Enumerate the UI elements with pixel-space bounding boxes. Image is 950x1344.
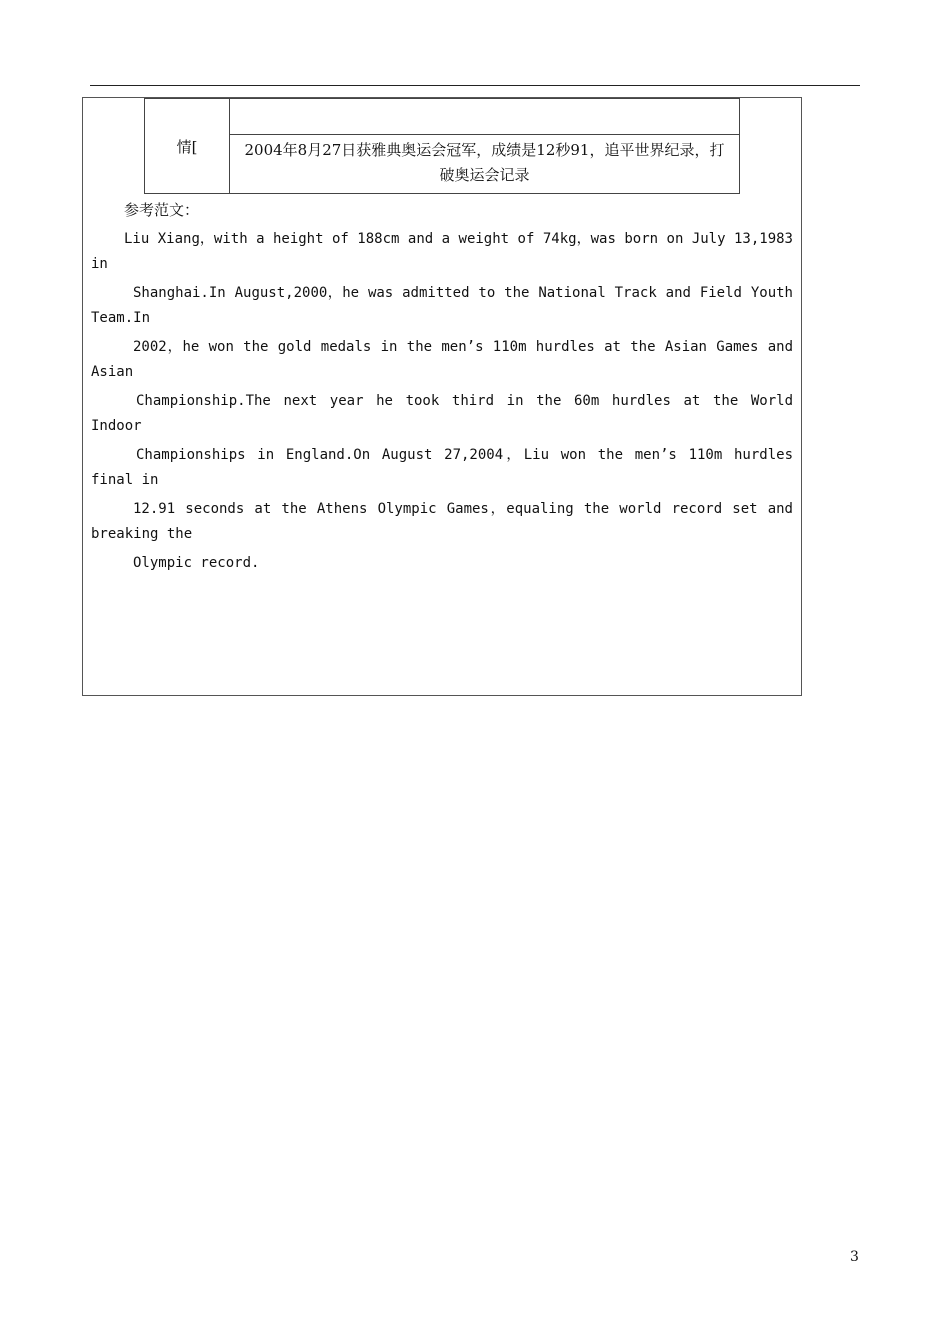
essay-line: in — [91, 256, 108, 272]
essay-line: final in — [91, 472, 159, 488]
essay-line: Team.In — [91, 310, 151, 326]
essay-line: Asian — [91, 364, 134, 380]
essay-line: Olympic record. — [133, 555, 260, 571]
essay-line: breaking the — [91, 526, 193, 542]
essay-line: Liu Xiang，with a height of 188cm and a weight of 74kg，was born on July 13,1983 — [124, 231, 793, 247]
header-rule — [90, 85, 860, 86]
essay-text — [91, 227, 793, 576]
essay-line: 2002，he won the gold medals in the men’s 110m hurdles at the Asian Games and — [133, 339, 793, 355]
reference-title: 参考范文： — [124, 201, 200, 219]
essay-line: Championships in England.On August 27,2004，Liu won the men’s 110m hurdles — [136, 447, 793, 463]
page-number: 3 — [850, 1249, 859, 1265]
essay-line: 12.91 seconds at the Athens Olympic Games，equaling the world record set and — [133, 501, 793, 517]
essay-line: Indoor — [91, 418, 142, 434]
essay-line: Shanghai.In August,2000，he was admitted to the National Track and Field Youth — [133, 285, 793, 301]
essay-line: Championship.The next year he took third in the 60m hurdles at the World — [136, 393, 793, 409]
table-label-cell: 情[ — [145, 99, 230, 193]
table-description-cell: 2004年8月27日获雅典奥运会冠军，成绩是12秒91，追平世界纪录，打破奥运会记录 — [244, 141, 725, 184]
table-empty-cell — [230, 99, 739, 135]
info-table — [144, 98, 740, 194]
